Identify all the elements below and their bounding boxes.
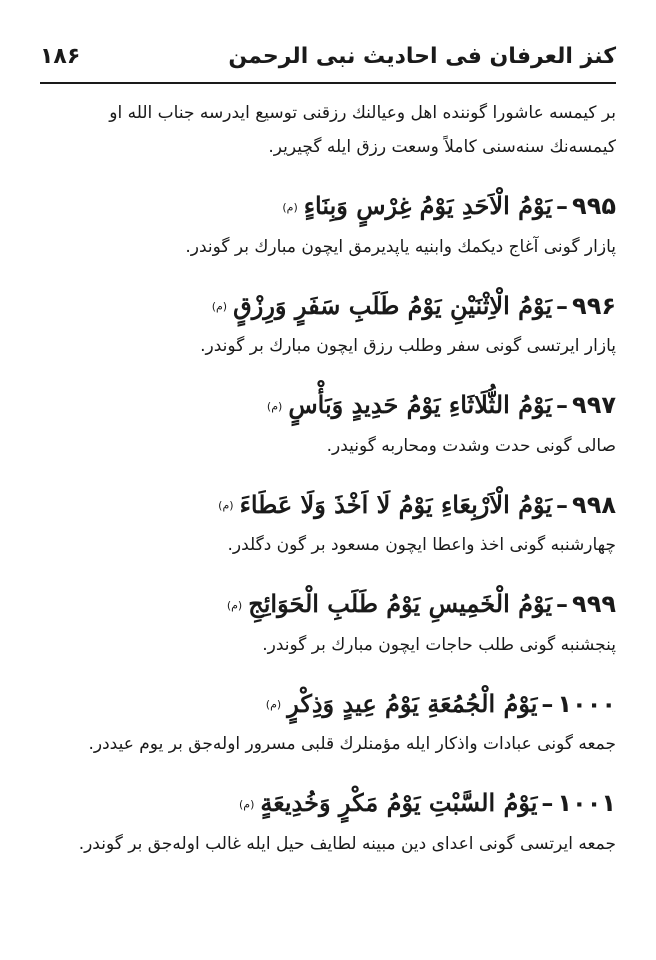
page-content [40, 96, 616, 881]
hadith-entry [40, 184, 616, 264]
hadith-heading [40, 483, 616, 529]
hadith-entry [40, 781, 616, 861]
dash: – [556, 290, 569, 320]
source-mark: (م) [266, 399, 283, 413]
hadith-translation: پازار گونی آغاج دیکمك وابنیه یاپدیرمق ایچون مبارك بر گوندر. [185, 236, 616, 257]
hadith-heading [40, 383, 616, 429]
hadith-translation: جمعه ایرتسی گونی اعدای دین مبینه لطایف حیل ایله غالب اوله‌جق بر گوندر. [78, 833, 616, 854]
dash: – [556, 589, 569, 618]
hadith-translation: چهارشنبه گونی اخذ واعطا ایچون مسعود بر گون دگلدر. [227, 535, 616, 555]
hadith-text: يَوْمُ الْخَمِيسِ يَوْمُ طَلَبِ الْحَوَائِجِ [248, 589, 553, 618]
book-title: کنز العرفان فی احادیث نبی الرحمن [228, 44, 616, 69]
hadith-text: يَوْمُ الْاِثْنَيْنِ يَوْمُ طَلَبِ سَفَرٍ وَرِزْقٍ [233, 290, 553, 320]
source-mark: (م) [226, 598, 243, 612]
source-mark: (م) [265, 698, 282, 711]
hadith-text: يَوْمُ الْاَرْبِعَاءِ يَوْمُ لَا اَخْذَ وَلَا عَطَاءَ [239, 489, 553, 519]
dash: – [541, 788, 554, 817]
hadith-heading [40, 284, 616, 330]
hadith-text: يَوْمُ الْاَحَدِ يَوْمُ غِرْسٍ وَبِنَاءٍ [303, 191, 553, 220]
hadith-number: ۹۹۶ [572, 291, 616, 320]
hadith-translation: جمعه گونی عبادات واذکار ایله مؤمنلرك قلبی مسرور اوله‌جق بر یوم عیددر. [88, 734, 616, 754]
hadith-entry [40, 483, 616, 563]
intro-paragraph: بر کیمسه عاشورا گوننده اهل وعیالنك رزقنی توسیع ایدرسه جناب الله او کیمسه‌نك سنه‌سنی کاملاً وسعت رزق ایله گچیریر. [109, 103, 616, 157]
source-mark: (م) [282, 200, 298, 214]
hadith-heading [40, 582, 616, 628]
hadith-heading [40, 781, 616, 827]
hadith-number: ۱۰۰۱ [557, 789, 616, 817]
hadith-number: ۹۹۷ [572, 391, 616, 419]
dash: – [556, 390, 569, 419]
header-rule [40, 82, 616, 84]
dash: – [556, 489, 569, 519]
hadith-heading [40, 184, 616, 230]
hadith-number: ۹۹۹ [572, 590, 616, 618]
page-number: ۱۸۶ [40, 44, 81, 69]
hadith-number: ۱۰۰۰ [557, 689, 616, 718]
hadith-text: يَوْمُ الثُّلَاثَاءِ يَوْمُ حَدِيدٍ وَبَأْسٍ [288, 390, 553, 419]
dash: – [541, 688, 554, 718]
hadith-text: يَوْمُ الْجُمُعَةِ يَوْمُ عِيدٍ وَذِكْرٍ [287, 688, 538, 718]
page-header [40, 38, 616, 78]
source-mark: (م) [218, 499, 234, 512]
hadith-text: يَوْمُ السَّبْتِ يَوْمُ مَكْرٍ وَخُدِيعَةٍ [260, 788, 538, 817]
hadith-translation: صالی گونی حدت وشدت ومحاربه گونیدر. [326, 435, 616, 456]
hadith-translation: پازار ایرتسی گونی سفر وطلب رزق ایچون مبارك بر گوندر. [200, 336, 616, 356]
hadith-number: ۹۹۸ [572, 490, 616, 519]
hadith-entry [40, 383, 616, 463]
hadith-entry [40, 582, 616, 662]
hadith-entry [40, 682, 616, 762]
hadith-number: ۹۹۵ [572, 192, 616, 220]
source-mark: (م) [211, 300, 228, 313]
hadith-entry [40, 284, 616, 364]
source-mark: (م) [239, 797, 255, 811]
hadith-translation: پنجشنبه گونی طلب حاجات ایچون مبارك بر گوندر. [262, 634, 616, 655]
dash: – [556, 191, 569, 220]
hadith-heading [40, 682, 616, 728]
